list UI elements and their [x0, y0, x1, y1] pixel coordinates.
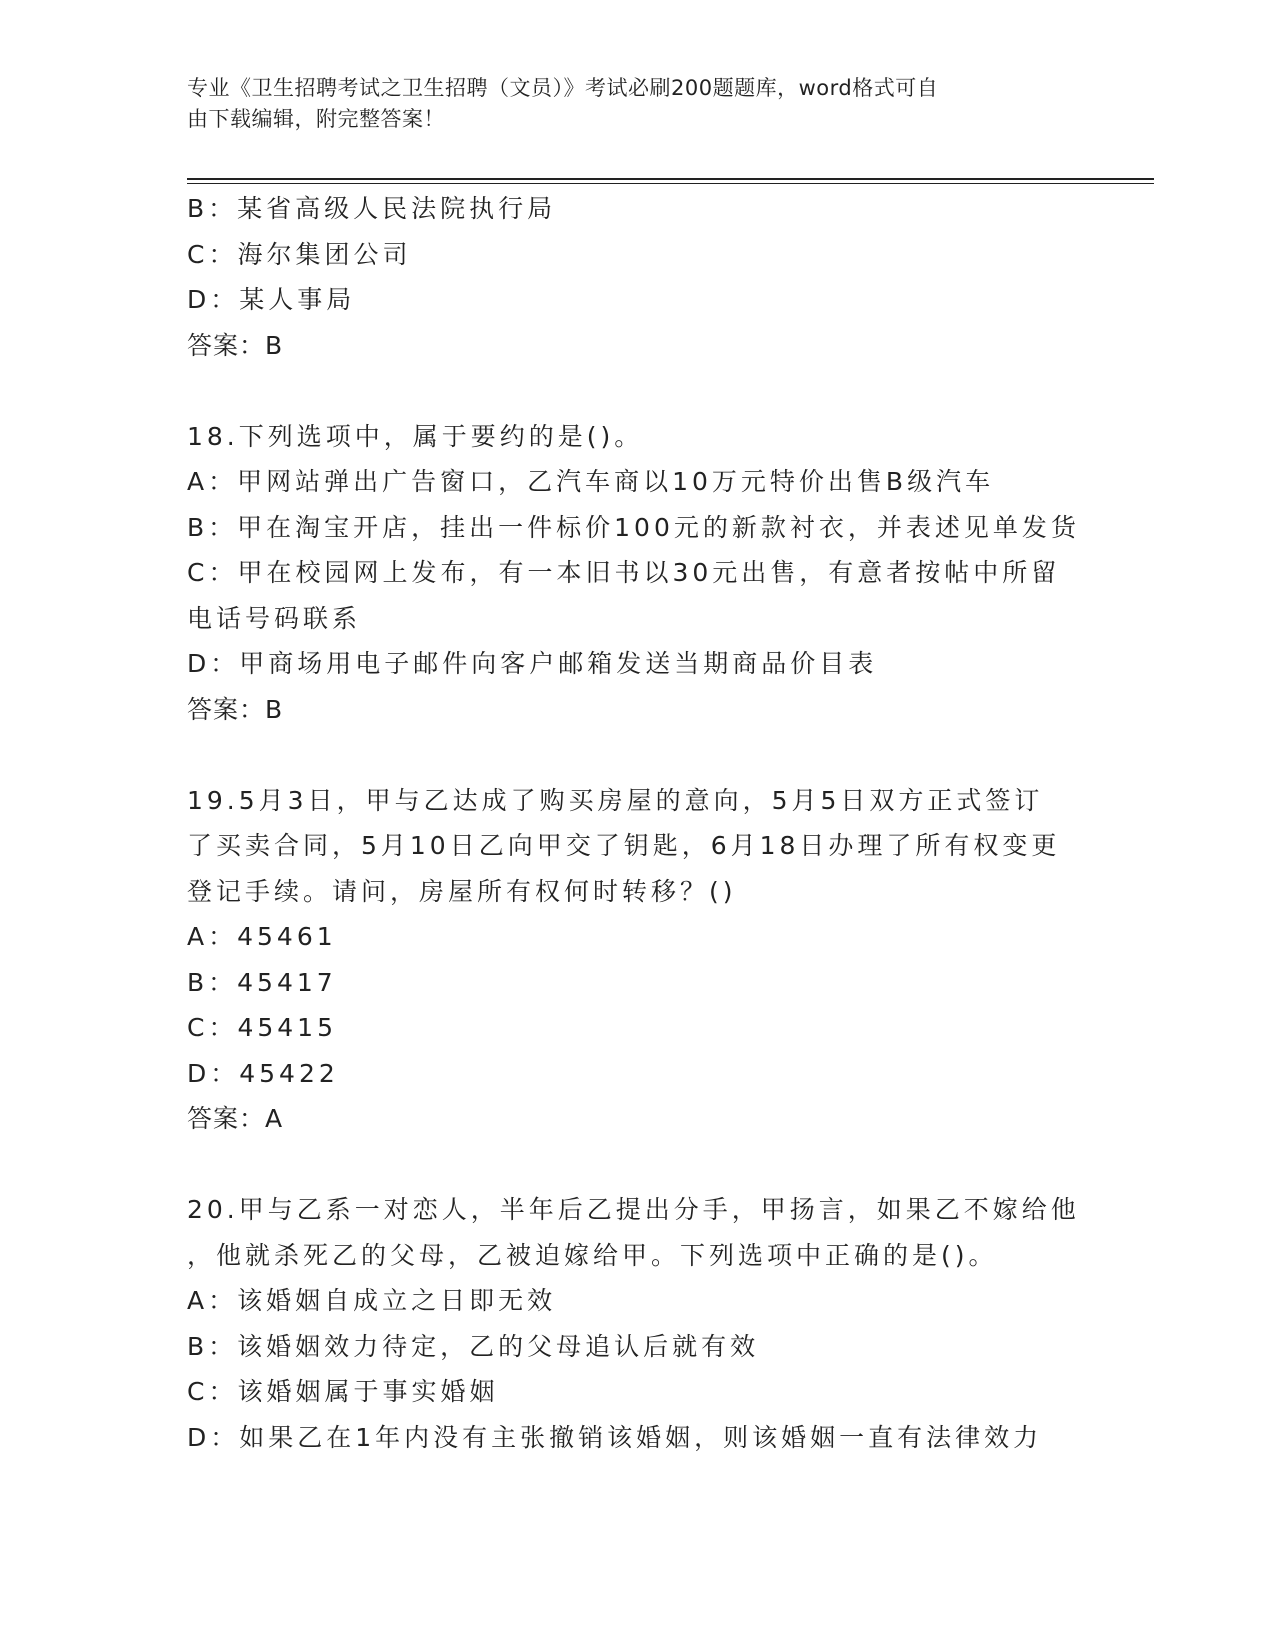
question-19 [187, 778, 1087, 1142]
option-a: A：甲网站弹出广告窗口，乙汽车商以10万元特价出售B级汽车 [187, 467, 995, 496]
answer: 答案：B [187, 330, 284, 360]
option-c-continued: 电话号码联系 [187, 603, 362, 633]
option-d: D：甲商场用电子邮件向客户邮箱发送当期商品价目表 [187, 649, 878, 678]
document-body [187, 186, 1087, 1460]
option-a: A：45461 [187, 922, 337, 951]
option-a: A：该婚姻自成立之日即无效 [187, 1286, 557, 1315]
question-stem: 18.下列选项中，属于要约的是()。 [187, 421, 644, 451]
question-stem: 19.5月3日，甲与乙达成了购买房屋的意向，5月5日双方正式签订 [187, 785, 1044, 815]
question-stem-continued: 登记手续。请问，房屋所有权何时转移？() [187, 876, 737, 906]
option-b: B：45417 [187, 967, 337, 997]
header-line-2: 由下载编辑，附完整答案！ [187, 107, 445, 131]
spacer [187, 1142, 1087, 1188]
option-b: B：该婚姻效力待定，乙的父母追认后就有效 [187, 1331, 760, 1361]
header-line-1: 专业《卫生招聘考试之卫生招聘（文员）》考试必刷200题题库，word格式可自 [187, 76, 939, 100]
header-divider-thick [187, 178, 1154, 180]
option-d: D：如果乙在1年内没有主张撤销该婚姻，则该婚姻一直有法律效力 [187, 1422, 1043, 1452]
spacer [187, 368, 1087, 414]
option-d: D：某人事局 [187, 285, 356, 314]
option-c: C：海尔集团公司 [187, 239, 412, 269]
answer: 答案：A [187, 1104, 284, 1133]
answer: 答案：B [187, 694, 284, 724]
question-17 [187, 186, 1087, 368]
document-header [187, 73, 1067, 135]
question-stem: 20.甲与乙系一对恋人，半年后乙提出分手，甲扬言，如果乙不嫁给他 [187, 1195, 1080, 1224]
spacer [187, 732, 1087, 778]
option-b: B：甲在淘宝开店，挂出一件标价100元的新款衬衣，并表述见单发货 [187, 512, 1080, 542]
option-c: C：甲在校园网上发布，有一本旧书以30元出售，有意者按帖中所留 [187, 558, 1061, 587]
question-20 [187, 1187, 1087, 1460]
header-divider-thin [187, 183, 1154, 184]
question-stem-continued: 了买卖合同，5月10日乙向甲交了钥匙，6月18日办理了所有权变更 [187, 831, 1061, 860]
option-c: C：45415 [187, 1013, 337, 1042]
option-b: B：某省高级人民法院执行局 [187, 194, 557, 223]
option-d: D：45422 [187, 1058, 339, 1088]
question-stem-continued: ，他就杀死乙的父母，乙被迫嫁给甲。下列选项中正确的是()。 [187, 1240, 998, 1270]
option-c: C：该婚姻属于事实婚姻 [187, 1377, 499, 1406]
question-18 [187, 414, 1087, 733]
